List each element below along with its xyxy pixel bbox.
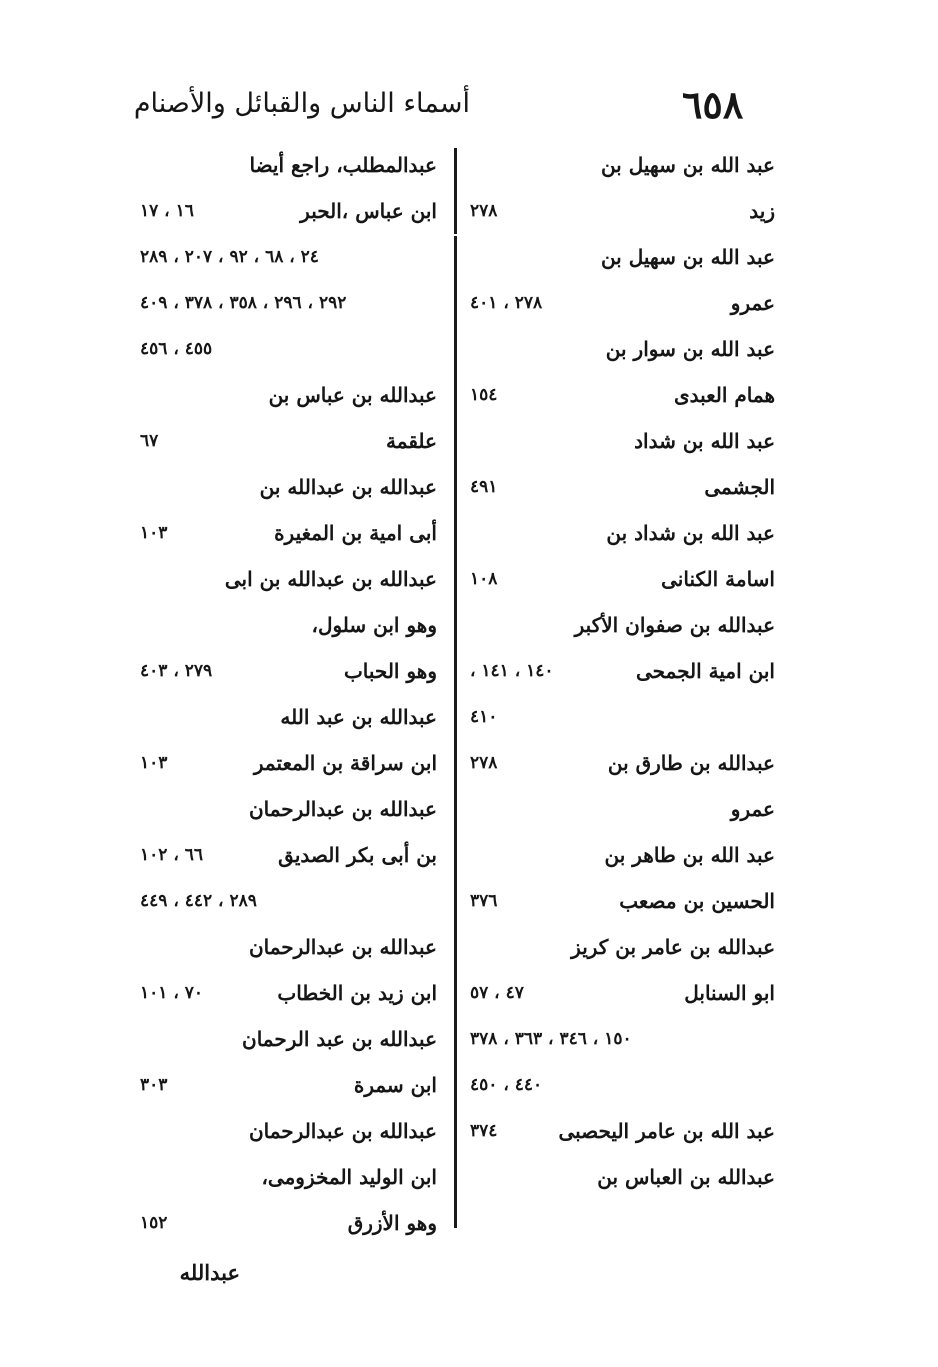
- index-entry: [140, 1108, 437, 1154]
- entry-page-refs: ٢٧٨: [470, 753, 498, 773]
- index-entry: [470, 1154, 775, 1200]
- index-entry: [470, 464, 775, 510]
- index-entry: [470, 970, 775, 1016]
- entry-page-refs: ٦٦ ، ١٠٢: [140, 845, 203, 865]
- index-entry: [470, 326, 775, 372]
- entry-page-refs: ١٠٨: [470, 569, 498, 589]
- entry-name: ابن زيد بن الخطاب: [277, 981, 437, 1005]
- entry-page-refs: ٢٩٢ ، ٢٩٦ ، ٣٥٨ ، ٣٧٨ ، ٤٠٩: [140, 293, 347, 313]
- entry-name: اسامة الكنانى: [661, 567, 775, 591]
- index-entry: [470, 510, 775, 556]
- index-entry: [470, 1016, 775, 1062]
- column-divider: [454, 236, 457, 1228]
- entry-page-refs: ٧٠ ، ١٠١: [140, 983, 203, 1003]
- entry-name: عبدالله بن صفوان الأكبر: [574, 613, 775, 637]
- index-entry: [470, 924, 775, 970]
- entry-name: عمرو: [730, 291, 775, 315]
- index-entry: [140, 970, 437, 1016]
- index-entry: [470, 1062, 775, 1108]
- entry-name: ابن سمرة: [353, 1073, 437, 1097]
- index-entry: [470, 740, 775, 786]
- entry-page-refs: ٣٠٣: [140, 1075, 168, 1095]
- entry-name: ابن عباس ،الحبر: [300, 199, 437, 223]
- entry-name: وهو الأزرق: [347, 1211, 437, 1235]
- entry-name: عبد الله بن طاهر بن: [604, 843, 775, 867]
- index-entry: [470, 372, 775, 418]
- entry-page-refs: ١٠٣: [140, 523, 168, 543]
- entry-page-refs: ١٥٠ ، ٣٤٦ ، ٣٦٣ ، ٣٧٨: [470, 1029, 632, 1049]
- entry-page-refs: ٢٤ ، ٦٨ ، ٩٢ ، ٢٠٧ ، ٢٨٩: [140, 247, 319, 267]
- entry-name: عبدالله بن العباس بن: [597, 1165, 775, 1189]
- entry-name: الحسين بن مصعب: [619, 889, 775, 913]
- entry-page-refs: ١٦ ، ١٧: [140, 201, 194, 221]
- index-entry: [470, 648, 775, 694]
- entry-name: عبدالله بن طارق بن: [607, 751, 775, 775]
- index-entry: [140, 832, 437, 878]
- entry-name: عبدالله بن عبدالرحمان: [248, 1119, 437, 1143]
- entry-name: عبد الله بن شداد: [634, 429, 775, 453]
- index-entry: [470, 1108, 775, 1154]
- index-entry: [140, 1016, 437, 1062]
- entry-page-refs: ٤٥٥ ، ٤٥٦: [140, 339, 213, 359]
- entry-page-refs: ٢٧٩ ، ٤٠٣: [140, 661, 213, 681]
- entry-name: عبدالله بن عامر بن كريز: [571, 935, 775, 959]
- index-entry: [140, 142, 437, 188]
- entry-name: عبدالله بن عبد الرحمان: [242, 1027, 437, 1051]
- index-entry: [470, 142, 775, 188]
- index-entry: [140, 326, 437, 372]
- entry-name: ابن الوليد المخزومى،: [261, 1165, 437, 1189]
- index-entry: [140, 1154, 437, 1200]
- entry-name: عبد الله بن شداد بن: [606, 521, 775, 545]
- index-entry: [140, 786, 437, 832]
- entry-name: الجشمى: [704, 475, 775, 499]
- entry-page-refs: ٣٧٦: [470, 891, 498, 911]
- entry-name: عبدالله بن عبدالله بن ابى: [224, 567, 437, 591]
- index-entry: [470, 694, 775, 740]
- entry-page-refs: ٣٧٤: [470, 1121, 498, 1141]
- index-entry: [470, 188, 775, 234]
- entry-name: أبى امية بن المغيرة: [274, 521, 437, 545]
- index-entry: [140, 1200, 437, 1246]
- entry-page-refs: ١٥٤: [470, 385, 498, 405]
- index-entry: [470, 234, 775, 280]
- entry-page-refs: ١٤٠ ، ١٤١ ،: [470, 661, 554, 681]
- entry-name: عبدالله بن عبدالله بن: [259, 475, 437, 499]
- index-entry: [140, 602, 437, 648]
- index-entry: [140, 280, 437, 326]
- entry-page-refs: ٤٩١: [470, 477, 498, 497]
- entry-name: عمرو: [730, 797, 775, 821]
- entry-name: عبد الله بن سوار بن: [605, 337, 775, 361]
- entry-name: ابن امية الجمحى: [635, 659, 775, 683]
- entry-name: عبد الله بن سهيل بن: [600, 245, 775, 269]
- entry-name: علقمة: [386, 429, 437, 453]
- entry-name: عبدالله بن عباس بن: [268, 383, 437, 407]
- index-entry: [140, 740, 437, 786]
- entry-name: عبد الله بن سهيل بن: [600, 153, 775, 177]
- index-entry: [140, 556, 437, 602]
- entry-page-refs: ٢٨٩ ، ٤٤٢ ، ٤٤٩: [140, 891, 257, 911]
- index-entry: [140, 510, 437, 556]
- catchword: عبدالله: [179, 1260, 240, 1285]
- entry-name: عبدالله بن عبدالرحمان: [248, 935, 437, 959]
- entry-page-refs: ٦٧: [140, 431, 159, 451]
- index-entry: [140, 464, 437, 510]
- index-entry: [140, 188, 437, 234]
- index-entry: [140, 234, 437, 280]
- index-entry: [140, 694, 437, 740]
- entry-page-refs: ٤١٠: [470, 707, 498, 727]
- index-entry: [470, 832, 775, 878]
- entry-name: وهو الحباب: [343, 659, 437, 683]
- page-number: ٦٥٨: [682, 82, 744, 127]
- entry-page-refs: ١٥٢: [140, 1213, 168, 1233]
- entry-name: بن أبى بكر الصديق: [278, 843, 437, 867]
- entry-page-refs: ٤٧ ، ٥٧: [470, 983, 524, 1003]
- index-entry: [140, 924, 437, 970]
- entry-name: عبدالله بن عبدالرحمان: [248, 797, 437, 821]
- index-entry: [140, 648, 437, 694]
- index-entry: [470, 602, 775, 648]
- entry-name: ابن سراقة بن المعتمر: [253, 751, 437, 775]
- entry-name: ابو السنابل: [684, 981, 775, 1005]
- entry-name: همام العبدى: [673, 383, 775, 407]
- entry-name: عبد الله بن عامر اليحصبى: [558, 1119, 775, 1143]
- running-title: أسماء الناس والقبائل والأصنام: [133, 88, 470, 119]
- entry-page-refs: ١٠٣: [140, 753, 168, 773]
- index-entry: [470, 878, 775, 924]
- index-entry: [470, 786, 775, 832]
- entry-name: عبدالله بن عبد الله: [280, 705, 437, 729]
- entry-name: زيد: [749, 199, 775, 223]
- index-entry: [140, 418, 437, 464]
- index-entry: [140, 372, 437, 418]
- index-entry: [140, 878, 437, 924]
- index-entry: [470, 280, 775, 326]
- index-entry: [470, 556, 775, 602]
- index-entry: [470, 418, 775, 464]
- entry-page-refs: ٢٧٨: [470, 201, 498, 221]
- entry-name: عبدالمطلب، راجع أيضا: [249, 153, 437, 177]
- entry-page-refs: ٤٤٠ ، ٤٥٠: [470, 1075, 543, 1095]
- column-divider-top: [454, 148, 457, 234]
- entry-name: وهو ابن سلول،: [311, 613, 437, 637]
- entry-page-refs: ٢٧٨ ، ٤٠١: [470, 293, 543, 313]
- index-entry: [140, 1062, 437, 1108]
